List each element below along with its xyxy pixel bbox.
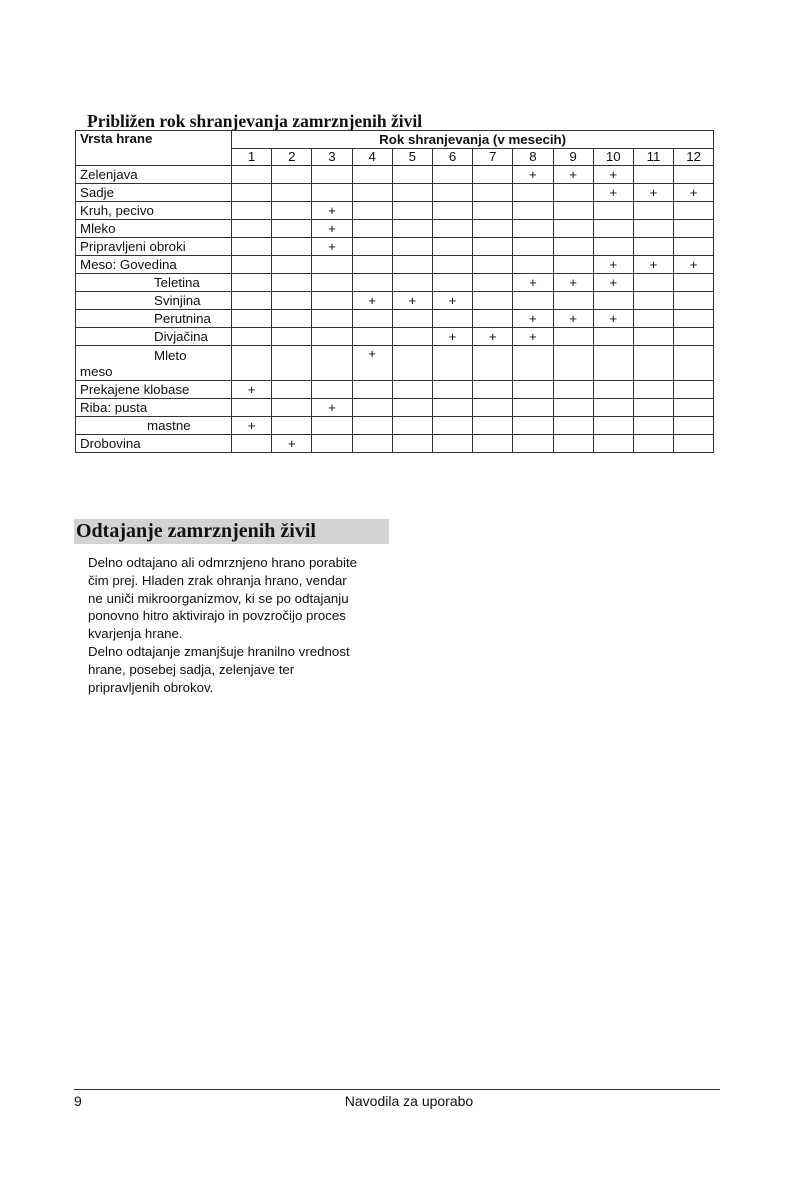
storage-cell-empty [553, 435, 593, 453]
storage-mark: + [593, 166, 633, 184]
storage-cell-empty [392, 256, 432, 274]
storage-cell-empty [392, 220, 432, 238]
storage-cell-empty [633, 220, 673, 238]
month-header-7: 7 [473, 149, 513, 166]
food-type-label: Perutnina [76, 310, 232, 328]
storage-cell-empty [473, 310, 513, 328]
storage-mark: + [593, 184, 633, 202]
storage-cell-empty [352, 166, 392, 184]
table-row [76, 220, 714, 238]
table-row [76, 256, 714, 274]
storage-cell-empty [674, 238, 714, 256]
storage-mark: + [352, 346, 392, 381]
storage-cell-empty [272, 220, 312, 238]
storage-cell-empty [593, 202, 633, 220]
storage-cell-empty [232, 202, 272, 220]
storage-mark: + [432, 292, 472, 310]
storage-cell-empty [473, 292, 513, 310]
storage-cell-empty [513, 381, 553, 399]
storage-cell-empty [553, 381, 593, 399]
storage-cell-empty [352, 381, 392, 399]
storage-cell-empty [272, 381, 312, 399]
storage-cell-empty [513, 202, 553, 220]
storage-cell-empty [432, 238, 472, 256]
storage-cell-empty [312, 166, 352, 184]
storage-cell-empty [352, 184, 392, 202]
storage-mark: + [232, 381, 272, 399]
storage-cell-empty [392, 238, 432, 256]
storage-cell-empty [392, 346, 432, 381]
table-row [76, 435, 714, 453]
storage-cell-empty [593, 220, 633, 238]
storage-cell-empty [352, 435, 392, 453]
storage-cell-empty [432, 399, 472, 417]
storage-cell-empty [674, 166, 714, 184]
storage-cell-empty [473, 274, 513, 292]
storage-cell-empty [352, 256, 392, 274]
storage-cell-empty [272, 256, 312, 274]
thawing-section-text [88, 554, 388, 696]
storage-cell-empty [674, 435, 714, 453]
storage-cell-empty [633, 166, 673, 184]
storage-cell-empty [553, 202, 593, 220]
food-type-label: Drobovina [76, 435, 232, 453]
storage-cell-empty [553, 238, 593, 256]
storage-cell-empty [674, 220, 714, 238]
storage-cell-empty [392, 435, 432, 453]
storage-cell-empty [513, 435, 553, 453]
storage-cell-empty [232, 328, 272, 346]
month-header-12: 12 [674, 149, 714, 166]
storage-cell-empty [272, 328, 312, 346]
storage-cell-empty [272, 184, 312, 202]
table-row [76, 184, 714, 202]
storage-cell-empty [633, 346, 673, 381]
storage-cell-empty [232, 184, 272, 202]
month-header-8: 8 [513, 149, 553, 166]
storage-mark: + [312, 399, 352, 417]
food-type-label: mastne [76, 417, 232, 435]
storage-cell-empty [352, 417, 392, 435]
storage-cell-empty [272, 346, 312, 381]
storage-cell-empty [432, 310, 472, 328]
thawing-text-line: ponovno hitro aktivirajo in povzročijo proces [88, 608, 346, 624]
storage-cell-empty [593, 417, 633, 435]
storage-cell-empty [674, 417, 714, 435]
storage-cell-empty [232, 274, 272, 292]
thawing-text-line: pripravljenih obrokov. [88, 679, 214, 695]
storage-cell-empty [432, 166, 472, 184]
storage-cell-empty [513, 346, 553, 381]
table-row [76, 238, 714, 256]
storage-cell-empty [593, 399, 633, 417]
storage-cell-empty [513, 256, 553, 274]
table-row [76, 417, 714, 435]
storage-cell-empty [553, 220, 593, 238]
month-header-1: 1 [232, 149, 272, 166]
storage-cell-empty [633, 292, 673, 310]
food-type-label: Meso: Govedina [76, 256, 232, 274]
storage-mark: + [312, 220, 352, 238]
storage-mark: + [593, 256, 633, 274]
footer-divider [74, 1089, 720, 1090]
food-type-label-line1: Mleto [154, 348, 187, 363]
food-type-label: Riba: pusta [76, 399, 232, 417]
thawing-section-heading: Odtajanje zamrznjenih živil [74, 519, 389, 544]
table-title: Približen rok shranjevanja zamrznjenih živil [87, 111, 423, 131]
storage-cell-empty [432, 417, 472, 435]
table-row [76, 346, 714, 381]
food-type-label: Divjačina [76, 328, 232, 346]
month-header-10: 10 [593, 149, 633, 166]
storage-mark: + [633, 184, 673, 202]
storage-mark: + [513, 274, 553, 292]
storage-cell-empty [674, 328, 714, 346]
storage-mark: + [312, 202, 352, 220]
storage-period-table [75, 130, 714, 453]
storage-cell-empty [232, 435, 272, 453]
table-row [76, 310, 714, 328]
storage-cell-empty [432, 184, 472, 202]
storage-cell-empty [633, 238, 673, 256]
storage-cell-empty [513, 238, 553, 256]
storage-mark: + [553, 166, 593, 184]
storage-cell-empty [553, 292, 593, 310]
storage-cell-empty [633, 202, 673, 220]
storage-cell-empty [312, 256, 352, 274]
storage-mark: + [593, 310, 633, 328]
storage-cell-empty [352, 328, 392, 346]
food-type-label: Zelenjava [76, 166, 232, 184]
storage-cell-empty [674, 346, 714, 381]
storage-mark: + [513, 310, 553, 328]
storage-cell-empty [633, 274, 673, 292]
storage-mark: + [392, 292, 432, 310]
storage-cell-empty [312, 328, 352, 346]
storage-cell-empty [392, 202, 432, 220]
month-header-3: 3 [312, 149, 352, 166]
storage-cell-empty [553, 346, 593, 381]
storage-cell-empty [352, 202, 392, 220]
storage-cell-empty [513, 220, 553, 238]
month-header-9: 9 [553, 149, 593, 166]
storage-cell-empty [593, 435, 633, 453]
table-row [76, 274, 714, 292]
storage-cell-empty [312, 310, 352, 328]
storage-cell-empty [513, 292, 553, 310]
storage-cell-empty [352, 238, 392, 256]
storage-cell-empty [352, 274, 392, 292]
storage-cell-empty [593, 381, 633, 399]
storage-cell-empty [674, 202, 714, 220]
storage-cell-empty [312, 381, 352, 399]
storage-cell-empty [272, 292, 312, 310]
table-row [76, 292, 714, 310]
storage-cell-empty [473, 417, 513, 435]
storage-cell-empty [312, 346, 352, 381]
storage-cell-empty [593, 328, 633, 346]
footer-title: Navodila za uporabo [344, 1093, 474, 1109]
storage-cell-empty [232, 238, 272, 256]
storage-cell-empty [232, 256, 272, 274]
thawing-text-line: ne uniči mikroorganizmov, ki se po odtajanju [88, 590, 349, 606]
food-type-label-line2: meso [80, 364, 113, 379]
storage-cell-empty [674, 399, 714, 417]
thawing-text-line: Delno odtajanje zmanjšuje hranilno vrednost [88, 643, 350, 659]
table-row [76, 381, 714, 399]
storage-cell-empty [513, 184, 553, 202]
table-row [76, 399, 714, 417]
storage-mark: + [473, 328, 513, 346]
page-number: 9 [74, 1093, 82, 1109]
storage-mark: + [674, 184, 714, 202]
storage-cell-empty [553, 328, 593, 346]
storage-cell-empty [633, 328, 673, 346]
storage-cell-empty [312, 435, 352, 453]
table-row [76, 328, 714, 346]
storage-cell-empty [633, 417, 673, 435]
storage-cell-empty [272, 274, 312, 292]
storage-cell-empty [633, 310, 673, 328]
table-body [76, 166, 714, 453]
storage-cell-empty [392, 310, 432, 328]
storage-cell-empty [473, 256, 513, 274]
thawing-text-line: Delno odtajano ali odmrznjeno hrano porabite [88, 555, 358, 570]
storage-mark: + [352, 292, 392, 310]
storage-cell-empty [272, 417, 312, 435]
storage-cell-empty [312, 417, 352, 435]
storage-cell-empty [473, 399, 513, 417]
header-storage-period: Rok shranjevanja (v mesecih) [232, 131, 714, 149]
storage-mark: + [553, 274, 593, 292]
food-type-label: Teletina [76, 274, 232, 292]
storage-cell-empty [432, 274, 472, 292]
header-food-type: Vrsta hrane [76, 131, 232, 166]
month-header-5: 5 [392, 149, 432, 166]
storage-cell-empty [312, 292, 352, 310]
storage-mark: + [513, 328, 553, 346]
storage-cell-empty [553, 256, 593, 274]
storage-mark: + [232, 417, 272, 435]
storage-cell-empty [232, 166, 272, 184]
food-type-label: Pripravljeni obroki [76, 238, 232, 256]
storage-cell-empty [432, 381, 472, 399]
storage-cell-empty [473, 346, 513, 381]
food-type-label: Svinjina [76, 292, 232, 310]
storage-cell-empty [674, 310, 714, 328]
storage-cell-empty [312, 274, 352, 292]
storage-cell-empty [392, 274, 432, 292]
thawing-text-line: kvarjenja hrane. [88, 626, 183, 642]
storage-cell-empty [352, 220, 392, 238]
month-header-11: 11 [633, 149, 673, 166]
storage-cell-empty [432, 435, 472, 453]
storage-cell-empty [232, 292, 272, 310]
thawing-text-line: čim prej. Hladen zrak ohranja hrano, vendar [88, 572, 347, 588]
storage-mark: + [272, 435, 312, 453]
table-row [76, 166, 714, 184]
storage-cell-empty [272, 166, 312, 184]
storage-cell-empty [473, 435, 513, 453]
storage-cell-empty [432, 202, 472, 220]
storage-cell-empty [473, 166, 513, 184]
storage-cell-empty [513, 417, 553, 435]
storage-cell-empty [352, 399, 392, 417]
storage-cell-empty [392, 166, 432, 184]
storage-cell-empty [473, 202, 513, 220]
storage-cell-empty [553, 184, 593, 202]
storage-cell-empty [593, 238, 633, 256]
storage-cell-empty [392, 328, 432, 346]
storage-cell-empty [392, 184, 432, 202]
storage-mark: + [633, 256, 673, 274]
storage-cell-empty [392, 399, 432, 417]
storage-mark: + [432, 328, 472, 346]
storage-cell-empty [432, 220, 472, 238]
food-type-label: Prekajene klobase [76, 381, 232, 399]
food-type-label: Sadje [76, 184, 232, 202]
storage-cell-empty [473, 238, 513, 256]
storage-cell-empty [352, 310, 392, 328]
storage-cell-empty [553, 399, 593, 417]
storage-mark: + [312, 238, 352, 256]
month-header-4: 4 [352, 149, 392, 166]
storage-cell-empty [473, 220, 513, 238]
month-header-2: 2 [272, 149, 312, 166]
storage-mark: + [674, 256, 714, 274]
storage-cell-empty [272, 310, 312, 328]
storage-cell-empty [674, 381, 714, 399]
storage-cell-empty [232, 346, 272, 381]
storage-cell-empty [513, 399, 553, 417]
storage-cell-empty [593, 292, 633, 310]
storage-cell-empty [272, 202, 312, 220]
storage-cell-empty [473, 381, 513, 399]
storage-cell-empty [633, 399, 673, 417]
storage-cell-empty [473, 184, 513, 202]
food-type-label [76, 346, 232, 381]
storage-mark: + [593, 274, 633, 292]
food-type-label: Kruh, pecivo [76, 202, 232, 220]
storage-cell-empty [593, 346, 633, 381]
storage-mark: + [553, 310, 593, 328]
storage-cell-empty [674, 292, 714, 310]
storage-cell-empty [674, 274, 714, 292]
storage-cell-empty [272, 238, 312, 256]
month-header-6: 6 [432, 149, 472, 166]
storage-cell-empty [232, 310, 272, 328]
thawing-text-line: hrane, posebej sadja, zelenjave ter [88, 661, 295, 677]
storage-cell-empty [392, 381, 432, 399]
table-row [76, 202, 714, 220]
storage-cell-empty [312, 184, 352, 202]
storage-cell-empty [392, 417, 432, 435]
storage-cell-empty [272, 399, 312, 417]
storage-mark: + [513, 166, 553, 184]
storage-cell-empty [432, 256, 472, 274]
storage-cell-empty [633, 381, 673, 399]
storage-cell-empty [232, 399, 272, 417]
storage-cell-empty [432, 346, 472, 381]
storage-cell-empty [633, 435, 673, 453]
storage-cell-empty [232, 220, 272, 238]
storage-cell-empty [553, 417, 593, 435]
food-type-label: Mleko [76, 220, 232, 238]
